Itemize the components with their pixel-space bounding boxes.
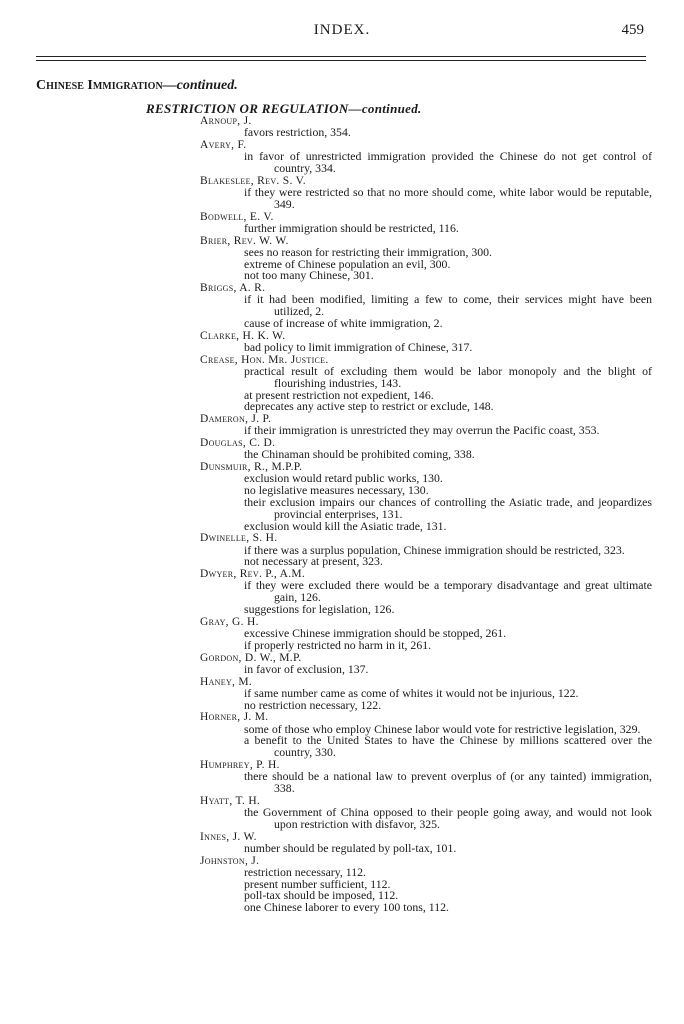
subtopic-name: RESTRICTION OR REGULATION [146,101,349,116]
index-entry [200,211,652,235]
entry-item: suggestions for legislation, 126. [244,601,395,616]
entry-name: Dameron, J. P. [200,413,272,426]
page-number: 459 [621,22,644,38]
index-entry [200,652,652,676]
subtopic-suffix: —continued. [348,101,422,116]
entry-item: sees no reason for restricting their immigration, 300. [244,244,492,259]
index-entries [200,115,652,914]
entry-item: in favor of unrestricted immigration provided the Chinese do not get control of country, 334. [244,149,652,175]
entry-item: present number sufficient, 112. [244,876,391,891]
entry-item: bad policy to limit immigration of Chinese, 317. [244,339,473,354]
index-entry [200,711,652,759]
entry-item: further immigration should be restricted, 116. [244,220,459,235]
entry-item: exclusion would retard public works, 130. [244,471,443,486]
entry-name: Douglas, C. D. [200,437,276,450]
entry-name: Horner, J. M. [200,711,269,724]
entry-name: Humphrey, P. H. [200,758,280,771]
entry-name: Blakeslee, Rev. S. V. [200,174,306,187]
entry-item: practical result of excluding them would be labor monopoly and the blight of flourishing industries, 143. [244,363,652,390]
index-entry [200,330,652,354]
index-entry [200,759,652,795]
entry-name: Gray, G. H. [200,615,259,628]
entry-name: Dunsmuir, R., M.P.P. [200,461,303,474]
index-entry [200,354,652,413]
entry-item: the Government of China opposed to their people going away, and would not look upon restriction with disfavor, 325. [244,804,652,831]
page-header [0,20,684,44]
index-entry [200,282,652,330]
entry-item: if it had been modified, limiting a few to come, their services might have been utilized, 2. [244,292,652,319]
entry-item: if they were excluded there would be a temporary disadvantage and great ultimate gain, 126. [244,578,652,605]
index-entry [200,532,652,568]
entry-name: Arnoup, J. [200,115,252,127]
entry-item: poll-tax should be imposed, 112. [244,888,399,903]
entry-item: if there was a surplus population, Chinese immigration should be restricted, 323. [244,542,625,557]
entry-name: Dwyer, Rev. P., A.M. [200,568,306,581]
index-entry [200,115,652,139]
index-entry [200,413,652,437]
entry-name: Briggs, A. R. [200,282,266,295]
entry-name: Innes, J. W. [200,830,257,843]
entry-item: not necessary at present, 323. [244,554,383,569]
entry-item: no legislative measures necessary, 130. [244,483,429,498]
index-entry [200,831,652,855]
entry-item: the Chinaman should be prohibited coming, 338. [244,447,475,462]
entry-item: no restriction necessary, 122. [244,697,382,712]
header-rule-top [36,56,646,57]
entry-name: Dwinelle, S. H. [200,532,278,545]
entry-name: Avery, F. [200,139,247,151]
entry-item: extreme of Chinese population an evil, 300. [244,256,451,271]
entry-item: restriction necessary, 112. [244,864,366,879]
entry-item: deprecates any active step to restrict or exclude, 148. [244,399,494,414]
entry-name: Clarke, H. K. W. [200,329,286,342]
index-entry [200,235,652,283]
entry-item: in favor of exclusion, 137. [244,661,369,676]
entry-item: if same number came as come of whites it would not be injurious, 122. [244,685,579,700]
entry-name: Hyatt, T. H. [200,794,261,807]
entry-item: if they were restricted so that no more should come, white labor would be reputable, 349. [244,185,652,211]
index-entry [200,616,652,652]
index-entry [200,568,652,616]
index-entry [200,855,652,914]
entry-item: exclusion would kill the Asiatic trade, 131. [244,518,447,533]
topic-heading [36,78,238,94]
index-entry [200,437,652,461]
topic-suffix: —continued. [162,78,238,93]
entry-item: there should be a national law to prevent overplus of (or any tainted) immigration, 338. [244,769,652,795]
entry-item: their exclusion impairs our chances of controlling the Asiatic trade, and jeopardizes provincial enterprises, 131. [244,494,652,521]
running-title: INDEX. [313,22,371,38]
index-entry [200,461,652,532]
entry-name: Gordon, D. W., M.P. [200,651,302,664]
entry-item: some of those who employ Chinese labor would vote for restrictive legislation, 329. [244,721,641,736]
entry-name: Bodwell, E. V. [200,210,274,223]
entry-item: not too many Chinese, 301. [244,268,374,283]
topic-name: Chinese Immigration [36,78,163,93]
header-rule-bottom [36,60,646,61]
entry-name: Haney, M. [200,675,253,688]
index-entry [200,676,652,712]
entry-item: if properly restricted no harm in it, 261. [244,637,432,652]
entry-name: Crease, Hon. Mr. Justice. [200,353,329,366]
index-entry [200,139,652,175]
entry-item: if their immigration is unrestricted they may overrun the Pacific coast, 353. [244,423,600,438]
index-entry [200,795,652,831]
index-entry [200,175,652,211]
entry-item: a benefit to the United States to have the Chinese by millions scattered over the country, 330. [244,733,652,760]
entry-item: favors restriction, 354. [244,125,351,140]
entry-name: Brier, Rev. W. W. [200,234,289,247]
entry-item: excessive Chinese immigration should be stopped, 261. [244,625,507,640]
entry-item: one Chinese laborer to every 100 tons, 112. [244,900,449,915]
entry-item: number should be regulated by poll-tax, 101. [244,840,457,855]
entry-name: Johnston, J. [200,854,260,867]
entry-item: cause of increase of white immigration, 2. [244,315,443,330]
entry-item: at present restriction not expedient, 146. [244,387,434,402]
